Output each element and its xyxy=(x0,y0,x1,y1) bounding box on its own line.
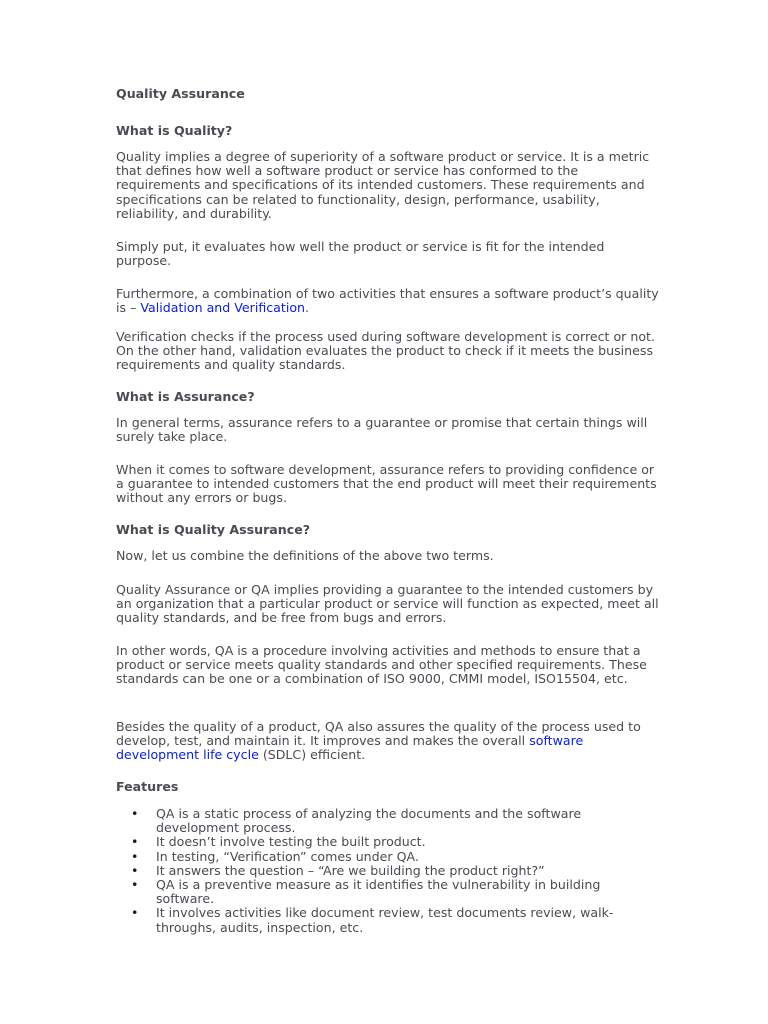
bullet-icon: • xyxy=(131,905,139,921)
list-item xyxy=(116,807,661,835)
qa-paragraph-3: In other words, QA is a procedure involving activities and methods to ensure that a product or service meets quality standards and other specified requirements. These standards can be one or a combination of ISO 9000, CMMI model, ISO15504, etc. xyxy=(116,643,647,687)
list-item-text: It answers the question – “Are we building the product right?” xyxy=(156,862,545,878)
assurance-paragraph-1: In general terms, assurance refers to a guarantee or promise that certain things will surely take place. xyxy=(116,415,648,445)
list-item xyxy=(116,850,661,864)
heading-what-is-quality: What is Quality? xyxy=(116,123,233,138)
quality-paragraph-3-end: . xyxy=(305,300,310,316)
page-title: Quality Assurance xyxy=(116,86,245,101)
heading-what-is-qa: What is Quality Assurance? xyxy=(116,522,311,537)
quality-paragraph-4: Verification checks if the process used during software development is correct or not. On the other hand, validation evaluates the product to check if it meets the business requirements and quality standards. xyxy=(116,329,655,373)
list-item-text: QA is a preventive measure as it identifies the vulnerability in building software. xyxy=(156,877,601,907)
features-list xyxy=(116,807,661,935)
list-item xyxy=(116,878,661,906)
heading-what-is-assurance: What is Assurance? xyxy=(116,389,255,404)
bullet-icon: • xyxy=(131,862,139,878)
qa-paragraph-1: Now, let us combine the definitions of the above two terms. xyxy=(116,548,494,563)
bullet-icon: • xyxy=(131,806,139,821)
bullet-icon: • xyxy=(131,877,139,893)
list-item-text: It doesn’t involve testing the built product. xyxy=(156,834,426,850)
bullet-icon: • xyxy=(131,848,139,864)
quality-paragraph-3-text: Furthermore, a combination of two activities that ensures a software product’s quality is – xyxy=(116,286,659,316)
list-item-text: In testing, “Verification” comes under QA. xyxy=(156,848,419,864)
sdlc-link[interactable]: software development life cycle xyxy=(116,733,584,763)
list-item xyxy=(116,864,661,878)
qa-paragraph-4-text: Besides the quality of a product, QA also assures the quality of the process used to develop, test, and maintain it. It improves and makes the overall xyxy=(116,719,641,749)
list-item xyxy=(116,906,661,934)
qa-paragraph-4-end: (SDLC) efficient. xyxy=(258,747,366,763)
bullet-icon: • xyxy=(131,834,139,850)
quality-paragraph-2: Simply put, it evaluates how well the product or service is fit for the intended purpose. xyxy=(116,239,605,269)
qa-paragraph-2: Quality Assurance or QA implies providing a guarantee to the intended customers by an organization that a particular product or service will function as expected, meet all quality standards, and be free from bugs and errors. xyxy=(116,582,659,626)
validation-verification-link[interactable]: Validation and Verification xyxy=(140,300,306,316)
list-item xyxy=(116,835,661,849)
list-item-text: QA is a static process of analyzing the documents and the software development process. xyxy=(156,806,582,836)
assurance-paragraph-2: When it comes to software development, assurance refers to providing confidence or a guarantee to intended customers that the end product will meet their requirements without any errors or bugs. xyxy=(116,462,657,506)
qa-paragraph-4 xyxy=(116,720,661,763)
quality-paragraph-3 xyxy=(116,287,661,315)
heading-features: Features xyxy=(116,779,179,794)
quality-paragraph-1: Quality implies a degree of superiority of a software product or service. It is a metric that defines how well a software product or service has conformed to the requirements and specifications of its intended customers. These requirements and specifications can be related to functionality, design, performance, usability, reliability, and durability. xyxy=(116,149,650,221)
list-item-text: It involves activities like document review, test documents review, walk-throughs, audits, inspection, etc. xyxy=(156,905,614,935)
